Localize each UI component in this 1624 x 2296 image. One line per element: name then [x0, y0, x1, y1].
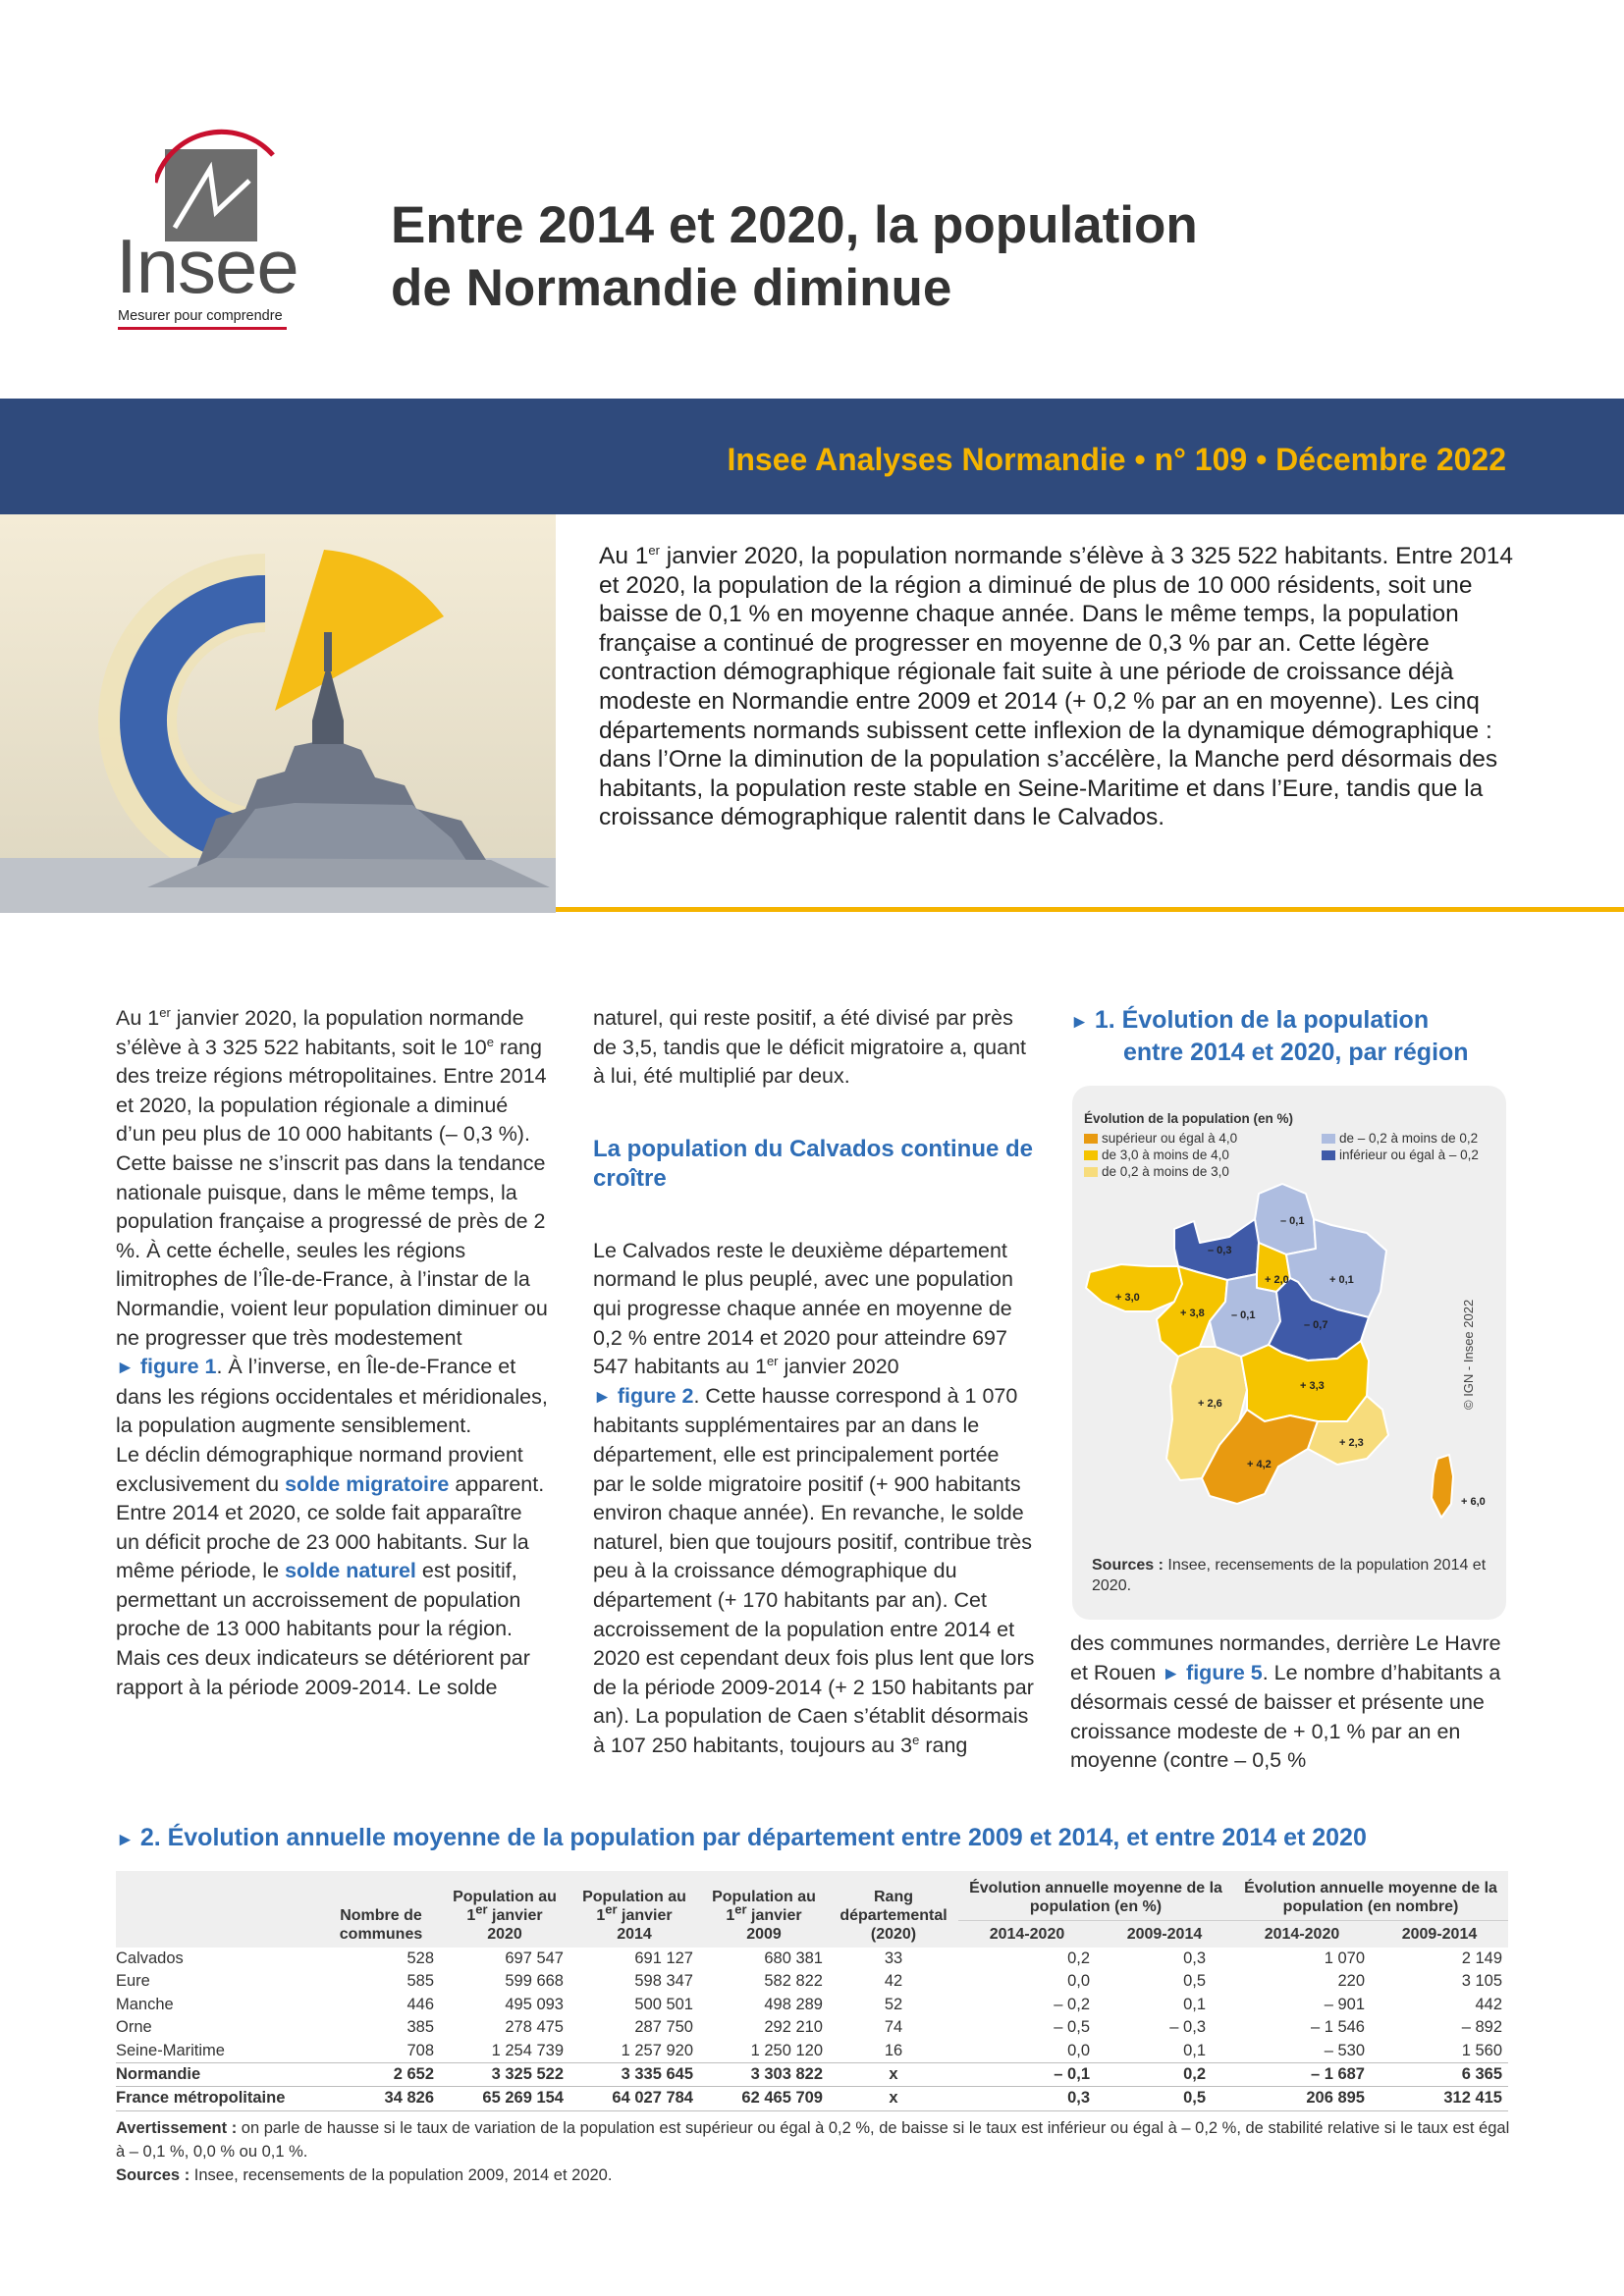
- table-cell: – 530: [1324, 2041, 1365, 2059]
- table-cell: 34 826: [322, 2087, 440, 2110]
- legend-label: inférieur ou égal à – 0,2: [1339, 1148, 1479, 1162]
- source-text: Insee, recensements de la population 2014 et 2020.: [1092, 1557, 1487, 1594]
- text-run: rang des treize régions métropolitaines. Entre 2014 et 2020, la population régionale a diminué d’un peu plus de 10 000 habitants (– 0,3 %). Cette baisse ne s’inscrit pas dans la tendance nationale puisque, dans le même temps, la population française a progressé de près de 2 %. À cette échelle, seules les régions limitrophes de l’Île-de-France, à l’instar de la Normandie, voient leur population diminuer ou ne progresser que très modestement: [116, 1035, 548, 1350]
- map-value-auvergne-rhone-alpes: + 3,3: [1300, 1380, 1325, 1392]
- sources-text: Insee, recensements de la population 2009, 2014 et 2020.: [189, 2166, 613, 2184]
- table-cell: – 0,1: [958, 2063, 1096, 2087]
- table-cell: 16: [884, 2041, 903, 2059]
- header-text: Population au 1: [712, 1889, 816, 1924]
- subheader-2009-2014: 2009-2014: [1096, 1921, 1233, 1949]
- table-cell: 0,0: [1067, 2041, 1090, 2059]
- table-cell: x: [829, 2063, 958, 2087]
- legend-swatch: [1322, 1150, 1335, 1160]
- table-cell: 599 668: [505, 1972, 564, 1991]
- table-cell: 74: [884, 2018, 903, 2037]
- logo-wordmark: Insee: [116, 223, 298, 309]
- header-text: janvier: [487, 1907, 543, 1924]
- text-sup: e: [486, 1034, 494, 1049]
- table-cell: 3 325 522: [440, 2063, 569, 2087]
- table-cell: 691 127: [634, 1949, 693, 1967]
- arrow-icon: ►: [1070, 1012, 1089, 1033]
- hero-illustration-svg: [0, 514, 556, 913]
- figure-1-title: [1070, 1005, 1542, 1067]
- gold-divider: [556, 907, 1624, 912]
- map-value-grand-est: + 0,1: [1329, 1274, 1354, 1286]
- map-value-centre-val-de-loire: – 0,1: [1231, 1309, 1256, 1321]
- text-sup: e: [912, 1732, 920, 1747]
- table-row: [116, 2040, 1508, 2063]
- table-cell: 446: [406, 1995, 434, 2013]
- table-row: [116, 2063, 1508, 2087]
- table-cell: 2 652: [322, 2063, 440, 2087]
- table-cell: 0,3: [1183, 1949, 1206, 1967]
- solde-migratoire-link[interactable]: solde migratoire: [285, 1471, 450, 1496]
- table-cell: 206 895: [1233, 2087, 1371, 2110]
- table-cell: x: [829, 2087, 958, 2110]
- table-cell: 1 254 739: [491, 2041, 564, 2059]
- text-run: . Cette hausse correspond à 1 070 habitants supplémentaires par an dans le département, elle est principalement portée par le solde migratoire positif (+ 900 habitants environ chaque année). En revanche, le solde naturel, bien que toujours positif, contribue très peu à la croissance démographique du département (+ 170 habitants par an). Cet accroissement de la population entre 2014 et 2020 est cependant deux fois plus lent que lors de la période 2009-2014 (+ 2 150 habitants par an). La population de Caen s’établit désormais à 107 250 habitants, toujours au 3: [593, 1383, 1035, 1757]
- table-cell: – 892: [1461, 2018, 1502, 2037]
- table-cell: – 0,2: [1054, 1995, 1090, 2013]
- legend-swatch: [1084, 1150, 1098, 1160]
- table-cell: – 0,3: [1169, 2018, 1206, 2037]
- insee-logo: [116, 126, 298, 324]
- arrow-icon: ►: [593, 1386, 612, 1408]
- header-year: 2009: [746, 1926, 782, 1943]
- row-label: Seine-Maritime: [116, 2041, 225, 2059]
- header-pop-2020: [440, 1871, 569, 1948]
- header-evo-pct: Évolution annuelle moyenne de la population (en %): [958, 1871, 1233, 1921]
- table-cell: 495 093: [505, 1995, 564, 2013]
- series-band: [0, 399, 1624, 514]
- region-bretagne: [1086, 1264, 1182, 1311]
- legend-label: supérieur ou égal à 4,0: [1102, 1131, 1238, 1146]
- row-label: Calvados: [116, 1949, 184, 1967]
- map-legend-title: Évolution de la population (en %): [1084, 1111, 1293, 1126]
- figure-5-link[interactable]: figure 5: [1186, 1660, 1263, 1684]
- map-value-hauts-de-france: – 0,1: [1280, 1215, 1305, 1227]
- table-cell: 3 303 822: [699, 2063, 829, 2087]
- table-cell: 0,5: [1183, 1972, 1206, 1991]
- subheader-2014-2020: 2014-2020: [1233, 1921, 1371, 1949]
- chapeau-text: [599, 542, 1532, 832]
- table-cell: 0,0: [1067, 1972, 1090, 1991]
- table-cell: 0,5: [1096, 2087, 1233, 2110]
- map-value-bourgogne-franche-comte: – 0,7: [1304, 1319, 1328, 1331]
- header-sup: er: [475, 1901, 488, 1917]
- header-text: janvier: [617, 1907, 673, 1924]
- warning-text: on parle de hausse si le taux de variation de la population est supérieur ou égal à 0,2 %, de baisse si le taux est inférieur ou égal à – 0,2 %, de stabilité relative si le taux est égal à – 0,1 %, 0,0 % ou 0,1 %.: [116, 2119, 1510, 2161]
- table-cell: 385: [406, 2018, 434, 2037]
- solde-naturel-link[interactable]: solde naturel: [285, 1559, 416, 1583]
- table-cell: 278 475: [505, 2018, 564, 2037]
- table-cell: 0,1: [1183, 1995, 1206, 2013]
- table-cell: 2 149: [1461, 1949, 1502, 1967]
- legend-item: [1322, 1148, 1479, 1162]
- text-sup: er: [159, 1004, 171, 1020]
- figure-1-map-panel: [1072, 1086, 1506, 1620]
- map-value-ile-de-france: + 2,0: [1265, 1274, 1289, 1286]
- header-sup: er: [734, 1901, 747, 1917]
- table-cell: 528: [406, 1949, 434, 1967]
- header-text: janvier: [746, 1907, 802, 1924]
- page-title: [391, 194, 1471, 320]
- map-value-paca: + 2,3: [1339, 1437, 1364, 1449]
- table-cell: 500 501: [634, 1995, 693, 2013]
- chapeau-sup: er: [648, 542, 660, 558]
- text-run: est positif, permettant un accroissement de population proche de 13 000 habitants pour la région. Mais ces deux indicateurs se détériorent par rapport à la période 2009-2014. Le solde: [116, 1559, 530, 1699]
- table-header-row: [116, 1871, 1508, 1921]
- col2-paragraph-2: [593, 1237, 1035, 1761]
- text-sup: er: [766, 1354, 779, 1368]
- table-cell: 1 257 920: [621, 2041, 693, 2059]
- table-cell: 3 335 645: [569, 2063, 699, 2087]
- figure-1-link[interactable]: figure 1: [139, 1355, 217, 1379]
- col3-paragraph: [1070, 1629, 1512, 1776]
- table-cell: 0,2: [1067, 1949, 1090, 1967]
- text-run: apparent. Entre 2014 et 2020, ce solde fait apparaître un déficit proche de 23 000 habitants. Sur la même période, le: [116, 1471, 545, 1583]
- section-heading: La population du Calvados continue de croître: [593, 1135, 1034, 1192]
- table-cell: 3 105: [1461, 1972, 1502, 1991]
- row-label: Normandie: [116, 2063, 322, 2087]
- table-notes: [116, 2116, 1510, 2187]
- legend-item: [1084, 1131, 1237, 1146]
- row-label: France métropolitaine: [116, 2087, 322, 2110]
- table-row: [116, 1970, 1508, 1993]
- header-pop-2009: [699, 1871, 829, 1948]
- row-label: Eure: [116, 1972, 150, 1991]
- text-run: janvier 2020, la population normande s’élève à 3 325 522 habitants, soit le 10: [116, 1006, 524, 1059]
- table-row: [116, 2087, 1508, 2110]
- population-table: [116, 1871, 1508, 2111]
- col2-paragraph-1: naturel, qui reste positif, a été divisé par près de 3,5, tandis que le déficit migratoire a, quant à lui, été multiplié par deux.: [593, 1006, 1027, 1089]
- table-cell: 0,1: [1183, 2041, 1206, 2059]
- table-cell: 1 560: [1461, 2041, 1502, 2059]
- figure-2-title: [116, 1824, 1549, 1852]
- text-run: . À l’inverse, en Île-de-France et dans les régions occidentales et méridionales, la population augmente sensiblement.: [116, 1355, 548, 1438]
- legend-label: de 3,0 à moins de 4,0: [1102, 1148, 1229, 1162]
- table-cell: 585: [406, 1972, 434, 1991]
- warning-note: [116, 2116, 1510, 2163]
- title-line-2: de Normandie diminue: [391, 259, 952, 317]
- text-run: Le Calvados reste le deuxième département normand le plus peuplé, avec une population qui progresse chaque année en moyenne de 0,2 % entre 2014 et 2020 pour atteindre 697 547 habitants au 1: [593, 1238, 1013, 1379]
- table-cell: – 0,5: [1054, 2018, 1090, 2037]
- table-cell: 1 250 120: [750, 2041, 823, 2059]
- table-cell: 312 415: [1371, 2087, 1508, 2110]
- text-run: . Le nombre d’habitants a désormais cessé de baisser et présente une croissance modeste de + 0,1 % par an en moyenne (contre – 0,5 %: [1070, 1660, 1501, 1773]
- table-row: [116, 1994, 1508, 2016]
- table-cell: 62 465 709: [699, 2087, 829, 2110]
- col1-paragraph-2: [116, 1441, 548, 1702]
- table-cell: – 1 687: [1233, 2063, 1371, 2087]
- legend-item: [1084, 1148, 1229, 1162]
- logo-tagline: Mesurer pour comprendre: [118, 308, 283, 324]
- text-run: rang: [919, 1733, 968, 1757]
- figure-1-title-line-1: 1. Évolution de la population: [1094, 1006, 1430, 1034]
- figure-2-link[interactable]: figure 2: [617, 1383, 694, 1408]
- table-cell: 582 822: [764, 1972, 823, 1991]
- legend-swatch: [1322, 1134, 1335, 1144]
- table-cell: 680 381: [764, 1949, 823, 1967]
- map-value-bretagne: + 3,0: [1115, 1292, 1140, 1304]
- table-cell: 1 070: [1324, 1949, 1365, 1967]
- table-cell: 220: [1337, 1972, 1365, 1991]
- header-pop-2014: [569, 1871, 699, 1948]
- table-cell: 708: [406, 2041, 434, 2059]
- table-cell: 33: [884, 1949, 903, 1967]
- body-column-1: [116, 1004, 548, 1702]
- figure-1-source: [1092, 1555, 1494, 1596]
- table-cell: 598 347: [634, 1972, 693, 1991]
- subheader-2009-2014: 2009-2014: [1371, 1921, 1508, 1949]
- text-run: Le déclin démographique normand provient exclusivement du: [116, 1442, 523, 1496]
- body-column-2: [593, 1004, 1035, 1760]
- table-cell: 65 269 154: [440, 2087, 569, 2110]
- map-value-corse: + 6,0: [1461, 1496, 1486, 1508]
- map-value-pays-de-la-loire: + 3,8: [1180, 1308, 1205, 1319]
- legend-swatch: [1084, 1134, 1098, 1144]
- legend-label: de – 0,2 à moins de 0,2: [1339, 1131, 1479, 1146]
- table-cell: 6 365: [1371, 2063, 1508, 2087]
- table-body: [116, 1948, 1508, 2110]
- header-rang: Rang départemental (2020): [829, 1871, 958, 1948]
- header-empty: [116, 1871, 322, 1948]
- row-label: Manche: [116, 1995, 174, 2013]
- subheader-2014-2020: 2014-2020: [958, 1921, 1096, 1949]
- table-cell: 64 027 784: [569, 2087, 699, 2110]
- chapeau-part: Au 1: [599, 543, 649, 569]
- arrow-icon: ►: [116, 1830, 135, 1850]
- map-value-occitanie: + 4,2: [1247, 1459, 1272, 1470]
- sources-note: [116, 2163, 1510, 2187]
- text-run: janvier 2020: [778, 1355, 899, 1379]
- figure-2-title-text: 2. Évolution annuelle moyenne de la population par département entre 2009 et 2014, et entre 2014 et 2020: [139, 1824, 1367, 1851]
- header-text: Population au 1: [453, 1889, 557, 1924]
- warning-label: Avertissement :: [116, 2119, 238, 2137]
- text-run: Au 1: [116, 1006, 160, 1030]
- table-cell: 498 289: [764, 1995, 823, 2013]
- table-cell: 697 547: [505, 1949, 564, 1967]
- region-corse: [1432, 1455, 1453, 1518]
- table-cell: 0,2: [1096, 2063, 1233, 2087]
- table-cell: 42: [884, 1972, 903, 1991]
- sources-label: Sources :: [116, 2166, 190, 2184]
- table-cell: 287 750: [634, 2018, 693, 2037]
- source-label: Sources :: [1092, 1557, 1164, 1574]
- table-row: [116, 1948, 1508, 1970]
- logo-underline: [118, 327, 287, 330]
- arrow-icon: ►: [1162, 1663, 1181, 1684]
- body-column-3: [1070, 1629, 1512, 1776]
- header-evo-nb: Évolution annuelle moyenne de la population (en nombre): [1233, 1871, 1508, 1921]
- row-label: Orne: [116, 2018, 152, 2037]
- arrow-icon: ►: [116, 1358, 135, 1379]
- header-sup: er: [605, 1901, 618, 1917]
- series-label: Insee Analyses Normandie • n° 109 • Décembre 2022: [727, 442, 1506, 477]
- legend-label: de 0,2 à moins de 3,0: [1102, 1164, 1229, 1179]
- map-value-normandie: – 0,3: [1208, 1245, 1232, 1256]
- header-text: Population au 1: [582, 1889, 686, 1924]
- chapeau-part: janvier 2020, la population normande s’élève à 3 325 522 habitants. Entre 2014 et 2020, la population de la région a diminué de plus de 10 000 résidents, soit une baisse de 0,1 % en moyenne chaque année. Dans le même temps, la population française a continué de progresser en moyenne de 0,3 % par an. Cette légère contraction démographique régionale fait suite à une période de croissance déjà modeste en Normandie entre 2009 et 2014 (+ 0,2 % par an en moyenne). Les cinq départements normands subissent cette inflexion de la dynamique démographique : dans l’Orne la diminution de la population s’accélère, la Manche perd désormais des habitants, la population reste stable en Seine-Maritime et dans l’Eure, tandis que la croissance démographique ralentit dans le Calvados.: [599, 543, 1513, 831]
- table-cell: – 1 546: [1310, 2018, 1365, 2037]
- header-communes: Nombre de communes: [322, 1871, 440, 1948]
- text-run: des communes normandes, derrière Le Havre et Rouen: [1070, 1631, 1501, 1684]
- table-cell: 0,3: [958, 2087, 1096, 2110]
- map-value-nouvelle-aquitaine: + 2,6: [1198, 1398, 1222, 1410]
- table-cell: 442: [1475, 1995, 1502, 2013]
- col1-paragraph-1: [116, 1004, 548, 1441]
- table-row: [116, 2016, 1508, 2039]
- header-year: 2014: [617, 1926, 652, 1943]
- header-year: 2020: [487, 1926, 522, 1943]
- map-copyright: © IGN - Insee 2022: [1461, 1299, 1476, 1410]
- table-cell: – 901: [1324, 1995, 1365, 2013]
- figure-1-title-line-2: entre 2014 et 2020, par région: [1123, 1039, 1469, 1066]
- legend-item: [1322, 1131, 1478, 1146]
- hero-illustration: [0, 514, 556, 913]
- table-cell: 52: [884, 1995, 903, 2013]
- table-cell: 292 210: [764, 2018, 823, 2037]
- title-line-1: Entre 2014 et 2020, la population: [391, 196, 1198, 254]
